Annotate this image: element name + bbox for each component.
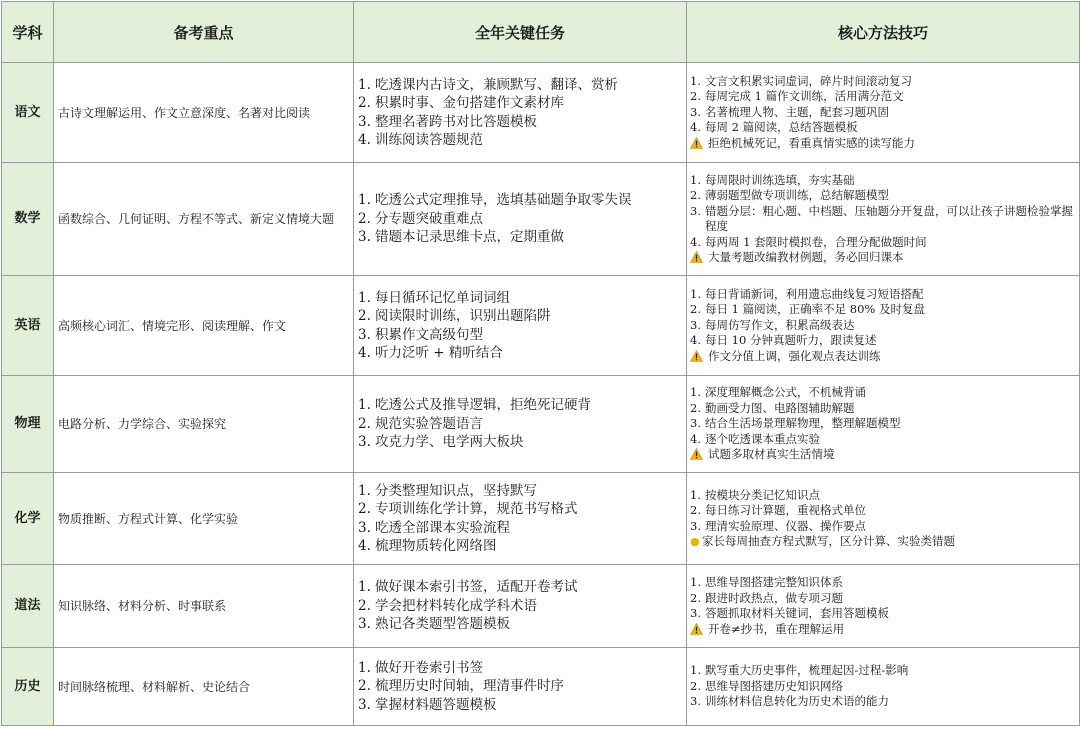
task-text: 听力泛听 + 精听结合 [375,345,503,361]
warning-icon [690,136,708,152]
method-number: 2. [690,188,701,202]
method-number: 2. [690,503,701,517]
task-item [358,76,682,95]
subject-cell: 英语 [2,276,54,376]
method-text: 试题多取材真实生活情境 [708,447,835,462]
method-text: 每日 10 分钟真题听力，跟读复述 [705,333,877,348]
task-number: 2. [358,308,371,324]
method-item [690,679,1075,695]
tasks-cell [354,276,687,376]
task-text: 错题本记录思维卡点，定期重做 [375,229,564,246]
task-item [358,615,682,634]
subject-cell: 历史 [2,648,54,726]
focus-cell: 时间脉络梳理、材料解析、史论结合 [54,648,354,726]
method-text: 文言文积累实词虚词，碎片时间滚动复习 [705,73,912,88]
task-item [358,659,682,678]
method-number: 4. [690,333,701,348]
warning-icon [690,349,708,365]
method-text: 每周仿写作文，积累高级表达 [705,317,855,332]
task-item [358,415,682,434]
method-number: 3. [690,203,701,218]
focus-cell: 函数综合、几何证明、方程不等式、新定义情境大题 [54,163,354,276]
task-item [358,326,682,345]
task-text: 熟记各类题型答题模板 [375,616,510,633]
method-item [690,173,1075,189]
table-row [2,63,1080,163]
task-number: 1. [358,192,371,209]
task-number: 1. [358,659,371,676]
task-item [358,500,682,519]
method-number: 3. [690,104,701,119]
methods-cell [687,276,1080,376]
focus-cell: 高频核心词汇、情境完形、阅读理解、作文 [54,276,354,376]
task-text: 阅读限时训练，识别出题陷阱 [375,308,551,324]
focus-cell: 知识脉络、材料分析、时事联系 [54,565,354,648]
task-item [358,537,682,556]
lightbulb-icon: ● [690,535,700,548]
warning-icon [690,622,708,638]
method-item [690,302,1075,318]
method-number: 2. [690,302,701,317]
method-number: 4. [690,234,701,249]
method-text: 理清实验原理、仪器、操作要点 [705,518,866,533]
method-number: 1. [690,172,701,187]
task-text: 吃透公式定理推导，选填基础题争取零失误 [375,192,632,209]
method-item [690,105,1075,121]
methods-cell [687,63,1080,163]
task-text: 积累时事、金句搭建作文素材库 [375,95,564,111]
method-item [690,622,1075,638]
task-text: 吃透全部课本实验流程 [375,519,510,536]
task-text: 梳理历史时间轴，理清事件时序 [375,678,564,695]
warning-icon [690,250,708,266]
table-row [2,565,1080,648]
method-text: 家长每周抽查方程式默写，区分计算、实验类错题 [702,534,955,548]
method-item [690,74,1075,90]
task-item [358,433,682,452]
method-number: 3. [690,518,701,533]
task-item [358,578,682,597]
task-item [358,597,682,616]
task-text: 积累作文高级句型 [375,326,483,343]
task-item [358,677,682,696]
methods-cell [687,376,1080,473]
method-text: 答题抓取材料关键词，套用答题模板 [705,606,889,620]
method-item [690,519,1075,535]
task-number: 4. [358,538,371,554]
method-text: 默写重大历史事件，梳理起因-过程-影响 [705,663,909,678]
task-number: 3. [358,113,371,130]
method-text: 每周完成 1 篇作文训练，活用满分范文 [705,89,904,104]
method-text: 名著梳理人物、主题，配套习题巩固 [705,104,889,119]
task-text: 规范实验答题语言 [375,415,483,432]
task-item [358,307,682,326]
method-item [690,287,1075,303]
task-number: 3. [358,696,371,713]
table-row [2,276,1080,376]
methods-cell [687,473,1080,565]
task-text: 吃透课内古诗文，兼顾默写、翻译、赏析 [375,76,618,93]
method-text: 作文分值上调，强化观点表达训练 [708,348,881,363]
task-number: 2. [358,415,371,432]
method-item [690,235,1075,251]
header-methods: 核心方法技巧 [687,2,1080,63]
table-row [2,163,1080,276]
task-number: 1. [358,579,371,596]
method-item [690,188,1075,204]
task-number: 2. [358,597,371,614]
method-text: 每日 1 篇阅读，正确率不足 80% 及时复盘 [705,302,925,317]
method-number: 1. [690,663,701,678]
task-number: 2. [358,210,371,227]
task-number: 3. [358,229,371,246]
method-item [690,534,1075,550]
method-item [690,401,1075,417]
task-number: 3. [358,326,371,343]
method-number: 2. [690,678,701,693]
method-text: 思维导图搭建完整知识体系 [705,575,843,589]
method-number: 2. [690,590,701,605]
subject-cell: 道法 [2,565,54,648]
method-text: 思维导图搭建历史知识网络 [705,678,843,693]
methods-cell [687,565,1080,648]
method-item [690,318,1075,334]
task-number: 1. [358,397,371,414]
task-number: 2. [358,678,371,695]
task-number: 2. [358,95,371,111]
task-text: 分专题突破重难点 [375,210,483,227]
task-number: 3. [358,616,371,633]
tasks-cell [354,63,687,163]
table-body [2,63,1080,726]
method-text: 每两周 1 套限时模拟卷，合理分配做题时间 [705,234,927,249]
subject-cell: 化学 [2,473,54,565]
method-number: 3. [690,694,701,709]
warning-icon [690,447,708,463]
method-item [690,575,1075,591]
task-item [358,228,682,247]
header-row [2,2,1080,63]
subject-cell: 语文 [2,63,54,163]
method-item [690,694,1075,710]
method-item [690,606,1075,622]
method-text: 跟进时政热点，做专项习题 [705,590,843,605]
method-item [690,416,1075,432]
task-item [358,131,682,150]
method-number: 3. [690,606,701,620]
method-text: 结合生活场景理解物理，整理解题模型 [705,416,901,431]
task-text: 做好课本索引书签，适配开卷考试 [375,579,578,596]
task-number: 3. [358,519,371,536]
method-text: 每周限时训练选填，夯实基础 [705,172,855,187]
tasks-cell [354,376,687,473]
method-number: 3. [690,317,701,332]
focus-cell: 物质推断、方程式计算、化学实验 [54,473,354,565]
task-text: 每日循环记忆单词词组 [375,289,510,306]
task-text: 梳理物质转化网络图 [375,538,497,554]
method-number: 1. [690,575,701,589]
tasks-cell [354,648,687,726]
method-text: 错题分层：粗心题、中档题、压轴题分开复盘，可以让孩子讲题检验掌握程度 [705,203,1073,233]
method-number: 4. [690,120,701,135]
table-row [2,648,1080,726]
task-number: 1. [358,482,371,499]
method-text: 每日练习计算题，重视格式单位 [705,503,866,517]
method-number: 3. [690,416,701,431]
method-text: 拒绝机械死记，看重真情实感的读写能力 [708,135,915,150]
method-item [690,663,1075,679]
task-item [358,396,682,415]
task-text: 专项训练化学计算，规范书写格式 [375,501,578,517]
method-item [690,447,1075,463]
task-text: 掌握材料题答题模板 [375,696,497,713]
header-focus: 备考重点 [54,2,354,63]
table-row [2,376,1080,473]
method-item [690,333,1075,349]
method-text: 大量考题改编教材例题，务必回归课本 [708,250,904,264]
task-text: 整理名著跨书对比答题模板 [375,113,537,130]
task-number: 3. [358,434,371,451]
method-item [690,432,1075,448]
method-item [690,204,1075,235]
task-number: 2. [358,501,371,517]
task-item [358,482,682,501]
task-item [358,113,682,132]
header-subject: 学科 [2,2,54,63]
task-item [358,344,682,363]
task-text: 学会把材料转化成学科术语 [375,597,537,614]
task-text: 训练阅读答题规范 [375,132,483,148]
method-item [690,89,1075,105]
method-item [690,250,1075,266]
method-item [690,385,1075,401]
method-text: 勤画受力图、电路图辅助解题 [705,400,855,415]
method-text: 每周 2 篇阅读，总结答题模板 [705,120,858,135]
method-text: 逐个吃透课本重点实验 [705,431,820,446]
method-text: 按模块分类记忆知识点 [705,487,820,502]
subject-cell: 数学 [2,163,54,276]
task-text: 做好开卷索引书签 [375,659,483,676]
method-number: 2. [690,89,701,104]
focus-cell: 电路分析、力学综合、实验探究 [54,376,354,473]
task-text: 吃透公式及推导逻辑，拒绝死记硬背 [375,397,591,414]
method-text: 薄弱题型做专项训练，总结解题模型 [705,188,889,202]
header-tasks: 全年关键任务 [354,2,687,63]
method-text: 每日背诵新词，利用遗忘曲线复习短语搭配 [705,286,924,301]
task-item [358,210,682,229]
method-item [690,120,1075,136]
tasks-cell [354,565,687,648]
table-row [2,473,1080,565]
method-number: 1. [690,73,701,88]
task-item [358,191,682,210]
method-item [690,488,1075,504]
task-item [358,519,682,538]
task-number: 1. [358,76,371,93]
focus-cell: 古诗文理解运用、作文立意深度、名著对比阅读 [54,63,354,163]
method-item [690,136,1075,152]
method-text: 训练材料信息转化为历史术语的能力 [705,694,889,709]
method-number: 4. [690,431,701,446]
study-plan-table [1,1,1080,726]
method-item [690,591,1075,607]
method-text: 深度理解概念公式，不机械背诵 [705,385,866,400]
task-text: 攻克力学、电学两大板块 [375,434,524,451]
method-item [690,503,1075,519]
subject-cell: 物理 [2,376,54,473]
method-number: 1. [690,385,701,400]
tasks-cell [354,163,687,276]
task-item [358,94,682,113]
task-number: 4. [358,345,371,361]
method-number: 2. [690,400,701,415]
task-item [358,696,682,715]
method-number: 1. [690,286,701,301]
method-number: 1. [690,487,701,502]
methods-cell [687,163,1080,276]
methods-cell [687,648,1080,726]
method-text: 开卷≠抄书，重在理解运用 [708,621,845,636]
task-text: 分类整理知识点，坚持默写 [375,482,537,499]
tasks-cell [354,473,687,565]
task-item [358,289,682,308]
task-number: 1. [358,289,371,306]
task-number: 4. [358,132,371,148]
method-item [690,349,1075,365]
